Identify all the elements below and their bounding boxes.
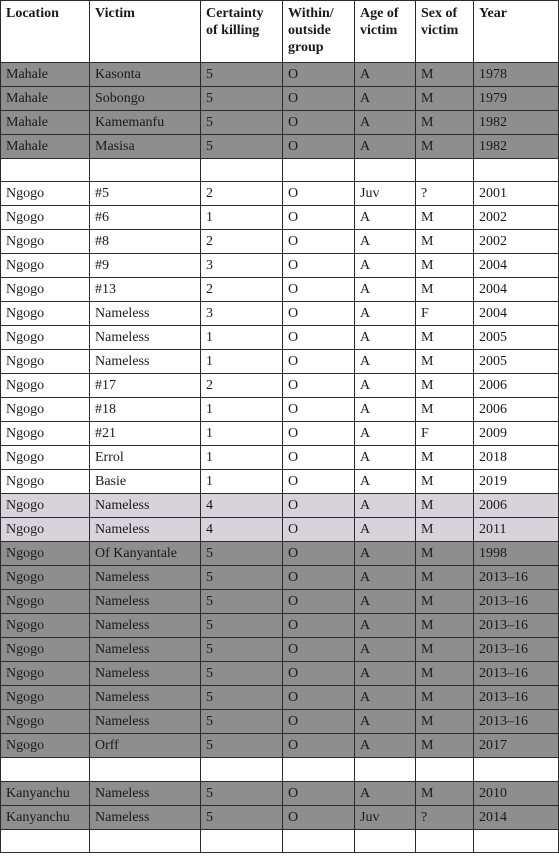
year-cell: 2013–16 [474,662,559,686]
sex-cell: M [416,230,474,254]
certainty-cell [201,159,283,182]
year-cell: 2011 [474,518,559,542]
sex-cell: M [416,111,474,135]
sex-cell: M [416,135,474,159]
sex-cell: M [416,638,474,662]
victim-cell: Nameless [90,614,201,638]
table-row [1,734,559,758]
victim-cell: #21 [90,422,201,446]
group-cell: O [283,302,355,326]
sex-cell: M [416,734,474,758]
certainty-cell: 5 [201,590,283,614]
table-row [1,781,559,805]
age-cell: A [355,662,416,686]
column-header-year: Year [474,1,559,63]
sex-cell: M [416,254,474,278]
victim-cell: Nameless [90,638,201,662]
sex-cell: F [416,302,474,326]
victim-cell: Nameless [90,326,201,350]
sex-cell: M [416,398,474,422]
year-cell: 2013–16 [474,590,559,614]
table-row [1,638,559,662]
victim-cell: Masisa [90,135,201,159]
year-cell: 2002 [474,230,559,254]
sex-cell: M [416,470,474,494]
victim-cell: Nameless [90,494,201,518]
certainty-cell: 2 [201,374,283,398]
year-cell: 1982 [474,111,559,135]
age-cell: A [355,374,416,398]
table-row [1,710,559,734]
location-cell: Ngogo [1,686,90,710]
table-row [1,422,559,446]
location-cell: Kanyanchu [1,805,90,829]
group-cell: O [283,63,355,87]
year-cell: 2013–16 [474,614,559,638]
group-cell: O [283,206,355,230]
sex-cell: M [416,781,474,805]
group-cell [283,159,355,182]
year-cell: 2005 [474,326,559,350]
header-row [1,1,559,63]
location-cell: Ngogo [1,590,90,614]
group-cell: O [283,518,355,542]
location-cell: Ngogo [1,710,90,734]
victim-cell: #13 [90,278,201,302]
sex-cell: M [416,446,474,470]
group-cell: O [283,614,355,638]
age-cell [355,159,416,182]
group-cell: O [283,662,355,686]
location-cell: Ngogo [1,734,90,758]
age-cell: A [355,446,416,470]
age-cell [355,758,416,781]
victim-cell: Of Kanyantale [90,542,201,566]
location-cell: Ngogo [1,446,90,470]
location-cell [1,159,90,182]
victim-cell: Kamemanfu [90,111,201,135]
location-cell: Mahale [1,63,90,87]
table-row [1,182,559,206]
column-header-group: Within/ outside group [283,1,355,63]
sex-cell: M [416,542,474,566]
group-cell: O [283,805,355,829]
year-cell: 2006 [474,494,559,518]
sex-cell [416,758,474,781]
certainty-cell: 1 [201,422,283,446]
sex-cell: M [416,662,474,686]
table-row [1,135,559,159]
table-row [1,254,559,278]
sex-cell: M [416,278,474,302]
certainty-cell: 3 [201,302,283,326]
age-cell: Juv [355,182,416,206]
victim-cell: Sobongo [90,87,201,111]
year-cell: 2006 [474,374,559,398]
victim-cell: Nameless [90,350,201,374]
location-cell: Ngogo [1,302,90,326]
certainty-cell: 5 [201,566,283,590]
group-cell: O [283,182,355,206]
location-cell: Ngogo [1,638,90,662]
certainty-cell: 1 [201,446,283,470]
age-cell: A [355,638,416,662]
table-header [1,1,559,63]
group-cell: O [283,542,355,566]
certainty-cell: 5 [201,638,283,662]
age-cell: A [355,63,416,87]
certainty-cell: 5 [201,87,283,111]
sex-cell: M [416,566,474,590]
certainty-cell: 2 [201,182,283,206]
certainty-cell: 4 [201,518,283,542]
column-header-age: Age of victim [355,1,416,63]
year-cell: 2018 [474,446,559,470]
age-cell: A [355,206,416,230]
table-row [1,446,559,470]
age-cell: A [355,494,416,518]
age-cell: A [355,566,416,590]
group-cell [283,758,355,781]
group-cell: O [283,470,355,494]
age-cell: A [355,230,416,254]
group-cell: O [283,135,355,159]
certainty-cell: 5 [201,781,283,805]
year-cell: 2004 [474,302,559,326]
victim-cell [90,829,201,852]
victim-cell: Nameless [90,686,201,710]
certainty-cell: 3 [201,254,283,278]
location-cell: Ngogo [1,398,90,422]
table-row [1,206,559,230]
year-cell: 2019 [474,470,559,494]
certainty-cell: 1 [201,398,283,422]
year-cell: 2009 [474,422,559,446]
victim-cell: #9 [90,254,201,278]
sex-cell: M [416,87,474,111]
group-cell: O [283,638,355,662]
location-cell: Ngogo [1,206,90,230]
age-cell: A [355,87,416,111]
year-cell: 2013–16 [474,710,559,734]
table-row [1,494,559,518]
table-row [1,805,559,829]
group-cell: O [283,781,355,805]
group-cell: O [283,422,355,446]
certainty-cell: 5 [201,135,283,159]
spacer-row [1,159,559,182]
victim-cell: Orff [90,734,201,758]
age-cell: Juv [355,805,416,829]
sex-cell: ? [416,182,474,206]
column-header-victim: Victim [90,1,201,63]
sex-cell: M [416,494,474,518]
year-cell: 2005 [474,350,559,374]
age-cell: A [355,686,416,710]
year-cell: 2013–16 [474,686,559,710]
table-row [1,230,559,254]
location-cell: Ngogo [1,326,90,350]
location-cell: Ngogo [1,254,90,278]
sex-cell: M [416,63,474,87]
year-cell: 2017 [474,734,559,758]
group-cell: O [283,230,355,254]
year-cell: 2004 [474,254,559,278]
location-cell: Kanyanchu [1,781,90,805]
table-row [1,278,559,302]
victim-cell: Nameless [90,805,201,829]
group-cell: O [283,710,355,734]
year-cell: 2013–16 [474,566,559,590]
table-row [1,302,559,326]
sex-cell: M [416,710,474,734]
certainty-cell: 5 [201,710,283,734]
age-cell: A [355,135,416,159]
group-cell: O [283,350,355,374]
age-cell: A [355,518,416,542]
column-header-sex: Sex of victim [416,1,474,63]
spacer-row [1,758,559,781]
sex-cell: M [416,686,474,710]
group-cell: O [283,590,355,614]
location-cell: Ngogo [1,494,90,518]
table-row [1,111,559,135]
table-row [1,470,559,494]
location-cell: Mahale [1,135,90,159]
spacer-row [1,829,559,852]
year-cell: 2010 [474,781,559,805]
year-cell: 1978 [474,63,559,87]
age-cell: A [355,614,416,638]
certainty-cell: 5 [201,686,283,710]
location-cell: Ngogo [1,566,90,590]
certainty-cell: 5 [201,662,283,686]
location-cell: Ngogo [1,230,90,254]
certainty-cell: 1 [201,470,283,494]
year-cell [474,159,559,182]
age-cell: A [355,422,416,446]
victim-cell: Basie [90,470,201,494]
year-cell: 2014 [474,805,559,829]
age-cell: A [355,542,416,566]
group-cell: O [283,326,355,350]
column-header-location: Location [1,1,90,63]
table-row [1,662,559,686]
victim-cell: Errol [90,446,201,470]
age-cell: A [355,278,416,302]
victim-cell [90,758,201,781]
group-cell: O [283,494,355,518]
certainty-cell: 5 [201,63,283,87]
location-cell: Ngogo [1,422,90,446]
age-cell: A [355,734,416,758]
certainty-cell: 4 [201,494,283,518]
year-cell: 1998 [474,542,559,566]
location-cell: Mahale [1,111,90,135]
year-cell: 2006 [474,398,559,422]
location-cell: Ngogo [1,662,90,686]
certainty-cell: 2 [201,230,283,254]
victim-cell: Nameless [90,518,201,542]
table-row [1,590,559,614]
table-row [1,63,559,87]
table-row [1,374,559,398]
age-cell: A [355,781,416,805]
sex-cell: M [416,326,474,350]
certainty-cell: 1 [201,350,283,374]
year-cell [474,758,559,781]
certainty-cell [201,829,283,852]
table-row [1,614,559,638]
age-cell: A [355,710,416,734]
age-cell: A [355,302,416,326]
table-row [1,518,559,542]
victim-cell [90,159,201,182]
age-cell: A [355,111,416,135]
certainty-cell: 5 [201,111,283,135]
year-cell: 1982 [474,135,559,159]
location-cell: Ngogo [1,374,90,398]
location-cell: Ngogo [1,182,90,206]
location-cell: Ngogo [1,614,90,638]
victim-cell: Nameless [90,590,201,614]
victim-cell: #17 [90,374,201,398]
location-cell: Ngogo [1,278,90,302]
location-cell: Ngogo [1,350,90,374]
certainty-cell: 1 [201,206,283,230]
year-cell: 2013–16 [474,638,559,662]
year-cell [474,829,559,852]
victim-cell: Kasonta [90,63,201,87]
certainty-cell: 5 [201,805,283,829]
sex-cell [416,159,474,182]
sex-cell: F [416,422,474,446]
table-row [1,87,559,111]
victim-cell: #18 [90,398,201,422]
group-cell: O [283,686,355,710]
location-cell [1,758,90,781]
year-cell: 1979 [474,87,559,111]
certainty-cell: 2 [201,278,283,302]
location-cell: Ngogo [1,470,90,494]
sex-cell: M [416,350,474,374]
sex-cell: M [416,614,474,638]
group-cell: O [283,87,355,111]
table-row [1,398,559,422]
victim-cell: Nameless [90,566,201,590]
victim-cell: #6 [90,206,201,230]
certainty-cell: 5 [201,734,283,758]
victim-cell: #8 [90,230,201,254]
age-cell: A [355,254,416,278]
age-cell: A [355,398,416,422]
sex-cell: M [416,206,474,230]
table-row [1,542,559,566]
year-cell: 2002 [474,206,559,230]
location-cell: Mahale [1,87,90,111]
sex-cell: ? [416,805,474,829]
victim-cell: Nameless [90,710,201,734]
certainty-cell: 1 [201,326,283,350]
certainty-cell [201,758,283,781]
certainty-cell: 5 [201,542,283,566]
table-body [1,63,559,853]
certainty-cell: 5 [201,614,283,638]
location-cell [1,829,90,852]
age-cell: A [355,326,416,350]
sex-cell: M [416,374,474,398]
sex-cell: M [416,590,474,614]
victim-cell: Nameless [90,781,201,805]
age-cell [355,829,416,852]
sex-cell: M [416,518,474,542]
year-cell: 2004 [474,278,559,302]
group-cell [283,829,355,852]
group-cell: O [283,111,355,135]
sex-cell [416,829,474,852]
year-cell: 2001 [474,182,559,206]
victim-cell: Nameless [90,662,201,686]
group-cell: O [283,446,355,470]
group-cell: O [283,374,355,398]
table-row [1,686,559,710]
victim-cell: Nameless [90,302,201,326]
age-cell: A [355,470,416,494]
group-cell: O [283,278,355,302]
location-cell: Ngogo [1,518,90,542]
victim-cell: #5 [90,182,201,206]
group-cell: O [283,398,355,422]
column-header-certainty: Certainty of killing [201,1,283,63]
age-cell: A [355,590,416,614]
table-row [1,350,559,374]
table-row [1,566,559,590]
location-cell: Ngogo [1,542,90,566]
group-cell: O [283,734,355,758]
group-cell: O [283,254,355,278]
table-row [1,326,559,350]
age-cell: A [355,350,416,374]
group-cell: O [283,566,355,590]
